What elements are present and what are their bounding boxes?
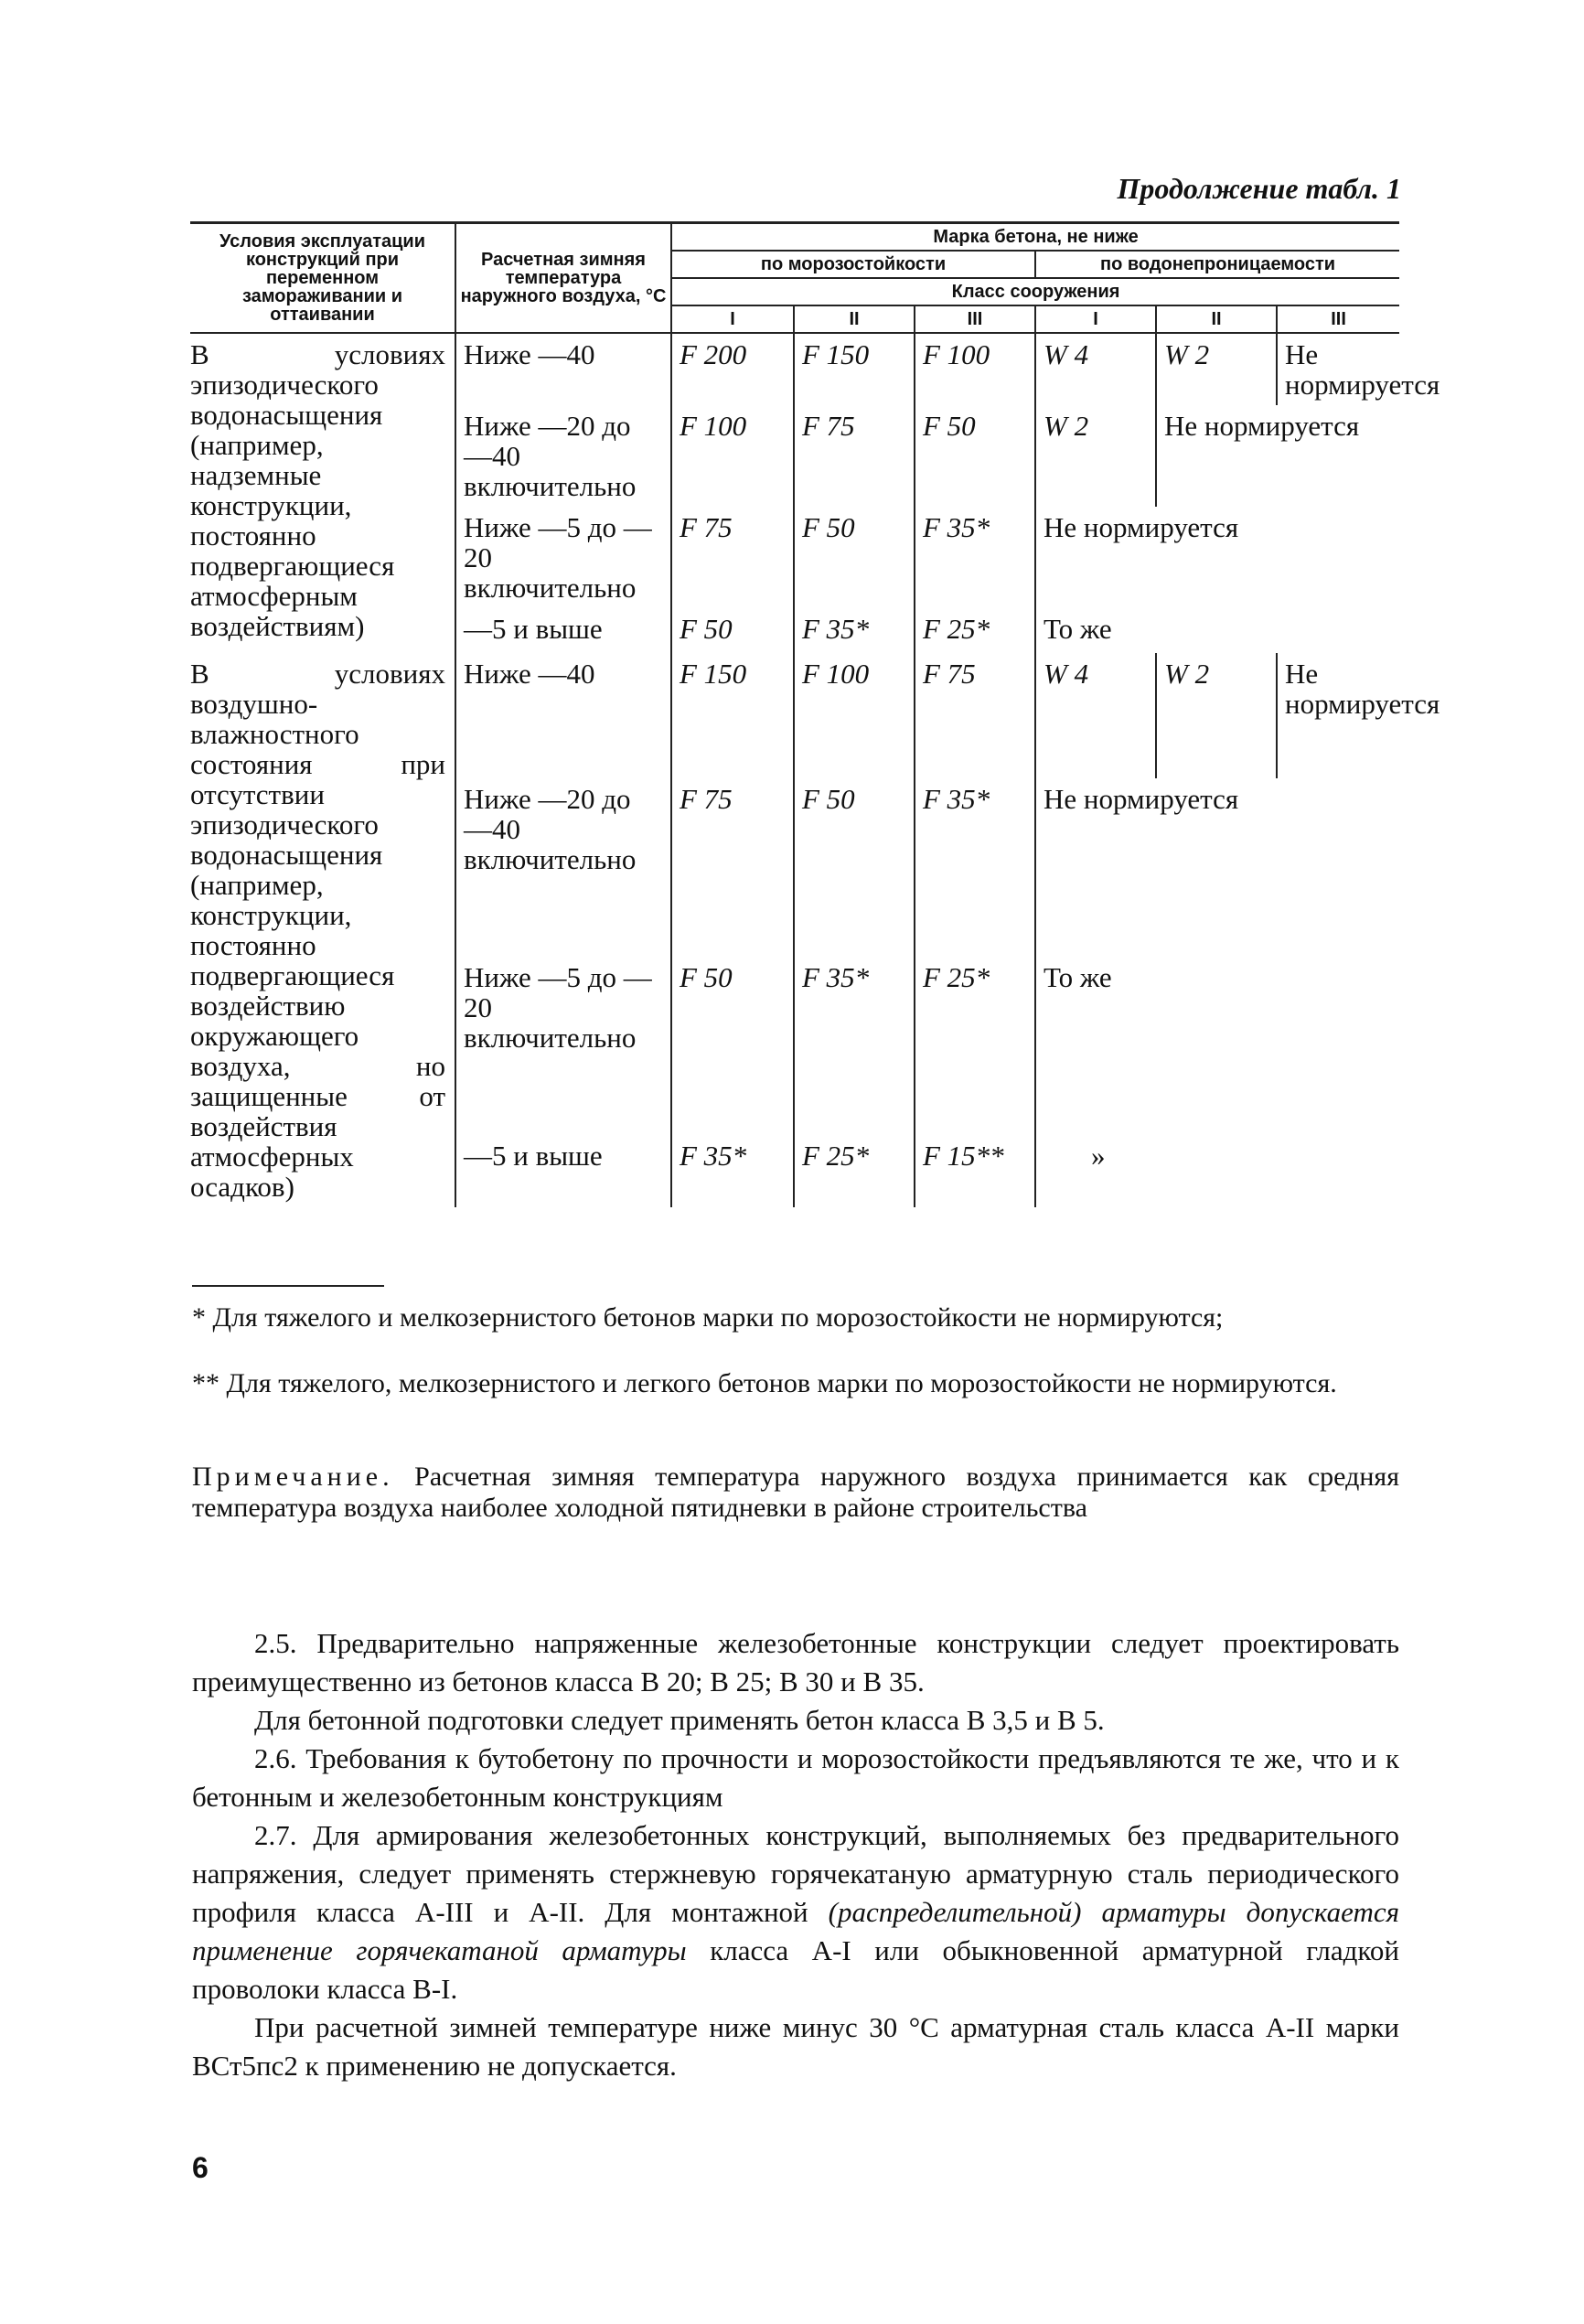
frost-grade-cell: F 25* <box>794 1135 915 1207</box>
temperature-cell: Ниже —40 <box>455 653 671 778</box>
frost-grade-cell: F 100 <box>794 653 915 778</box>
water-grade-cell: W 2 <box>1156 653 1277 778</box>
water-grade-cell: W 4 <box>1035 333 1156 405</box>
water-grade-cell: Не нормируется <box>1277 333 1399 405</box>
frost-grade-cell: F 15** <box>915 1135 1035 1207</box>
header-water-class-2: II <box>1156 305 1277 333</box>
concrete-grade-table <box>190 221 1440 1207</box>
header-class: Класс сооружения <box>671 278 1399 305</box>
frost-grade-cell: F 50 <box>671 957 794 1135</box>
frost-grade-cell: F 35* <box>671 1135 794 1207</box>
table-row <box>190 653 1399 778</box>
paragraph-2-5: 2.5. Предварительно напряженные железобетонные конструкции следует проектировать преимущественно из бетонов класса В 20; В 25; В 30 и В 35. <box>192 1627 1399 1697</box>
temperature-cell: —5 и выше <box>455 1135 671 1207</box>
note-text: Расчетная зимняя температура наружного воздуха принимается как средняя температура воздуха наиболее холодной пятидневки в районе строительства <box>192 1462 1399 1523</box>
header-temperature: Расчетная зимняя температура наружного воздуха, °С <box>455 223 671 334</box>
table-note <box>192 1462 1399 1524</box>
page-number: 6 <box>192 2151 209 2184</box>
frost-grade-cell: F 100 <box>915 333 1035 405</box>
header-water-class-1: I <box>1035 305 1156 333</box>
frost-grade-cell: F 35* <box>794 957 915 1135</box>
note-label: Примечание. <box>192 1462 394 1492</box>
temperature-cell: Ниже —5 до —20 включительно <box>455 957 671 1135</box>
condition-cell: В условиях эпизодического водонасыщения (например, надземные конструкции, постоянно подвергающиеся атмосферным воздействиям) <box>190 333 455 653</box>
frost-grade-cell: F 25* <box>915 957 1035 1135</box>
frost-grade-cell: F 35* <box>915 778 1035 957</box>
header-frost-class-1: I <box>671 305 794 333</box>
frost-grade-cell: F 50 <box>794 507 915 608</box>
paragraph-2-7-italic: (распределительной) арматуры допускается применение горячекатаной арматуры <box>192 1896 1399 1966</box>
header-water: по водонепроницаемости <box>1035 251 1399 278</box>
paragraph-2-7 <box>192 1816 1399 2008</box>
water-grade-cell: То же <box>1035 608 1399 653</box>
frost-grade-cell: F 35* <box>915 507 1035 608</box>
frost-grade-cell: F 50 <box>794 778 915 957</box>
header-frost: по морозостойкости <box>671 251 1035 278</box>
condition-cell: В условиях воздушно-влажностного состояния при отсутствии эпизодического водонасыщения (например, конструкции, постоянно подвергающиеся воздействию окружающего воздуха, но защищенные от воздействия атмосферных осадков) <box>190 653 455 1207</box>
table-row <box>190 333 1399 405</box>
water-grade-cell: Не нормируется <box>1156 405 1399 507</box>
water-grade-cell: То же <box>1035 957 1399 1135</box>
header-grade: Марка бетона, не ниже <box>671 223 1399 252</box>
paragraph-2-5-continued: Для бетонной подготовки следует применять бетон класса В 3,5 и В 5. <box>254 1704 1105 1736</box>
frost-grade-cell: F 75 <box>671 778 794 957</box>
footnote-2: ** Для тяжелого, мелкозернистого и легкого бетонов марки по морозостойкости не нормируются. <box>192 1368 1337 1398</box>
water-grade-cell: Не нормируется <box>1035 778 1399 957</box>
paragraph-2-6: 2.6. Требования к бутобетону по прочности и морозостойкости предъявляются те же, что и к бетонным и железобетонным конструкциям <box>192 1742 1399 1813</box>
table-continuation-label: Продолжение табл. 1 <box>1117 172 1401 205</box>
water-grade-cell: » <box>1035 1135 1399 1207</box>
paragraph-2-7-part-b: класса А-I или обыкновенной арматурной гладкой проволоки класса В-I. <box>192 1934 1399 2005</box>
water-grade-cell: W 2 <box>1035 405 1156 507</box>
footnote-1: * Для тяжелого и мелкозернистого бетонов марки по морозостойкости не нормируются; <box>192 1302 1224 1333</box>
frost-grade-cell: F 150 <box>794 333 915 405</box>
water-grade-cell: W 4 <box>1035 653 1156 778</box>
frost-grade-cell: F 75 <box>794 405 915 507</box>
temperature-cell: Ниже —20 до —40 включительно <box>455 405 671 507</box>
body-text <box>192 1624 1399 2085</box>
frost-grade-cell: F 50 <box>671 608 794 653</box>
frost-grade-cell: F 100 <box>671 405 794 507</box>
header-frost-class-2: II <box>794 305 915 333</box>
footnote-divider <box>192 1285 384 1287</box>
frost-grade-cell: F 75 <box>915 653 1035 778</box>
header-water-class-3: III <box>1277 305 1399 333</box>
header-conditions: Условия эксплуатации конструкций при переменном замораживании и оттаивании <box>190 223 455 334</box>
water-grade-cell: Не нормируется <box>1277 653 1399 778</box>
paragraph-temperature-rule: При расчетной зимней температуре ниже минус 30 °С арматурная сталь класса А-II марки ВСт5пс2 к применению не допускается. <box>192 2011 1399 2082</box>
temperature-cell: Ниже —5 до —20 включительно <box>455 507 671 608</box>
header-frost-class-3: III <box>915 305 1035 333</box>
frost-grade-cell: F 75 <box>671 507 794 608</box>
frost-grade-cell: F 25* <box>915 608 1035 653</box>
paragraph-2-7-part-a: 2.7. Для армирования железобетонных конструкций, выполняемых без предварительного напряжения, следует применять стержневую горячекатаную арматурную сталь периодического профиля класса А-III и А-II. Для монтажной <box>192 1819 1399 1928</box>
temperature-cell: Ниже —40 <box>455 333 671 405</box>
temperature-cell: —5 и выше <box>455 608 671 653</box>
frost-grade-cell: F 200 <box>671 333 794 405</box>
temperature-cell: Ниже —20 до —40 включительно <box>455 778 671 957</box>
frost-grade-cell: F 150 <box>671 653 794 778</box>
frost-grade-cell: F 50 <box>915 405 1035 507</box>
frost-grade-cell: F 35* <box>794 608 915 653</box>
water-grade-cell: Не нормируется <box>1035 507 1399 608</box>
water-grade-cell: W 2 <box>1156 333 1277 405</box>
